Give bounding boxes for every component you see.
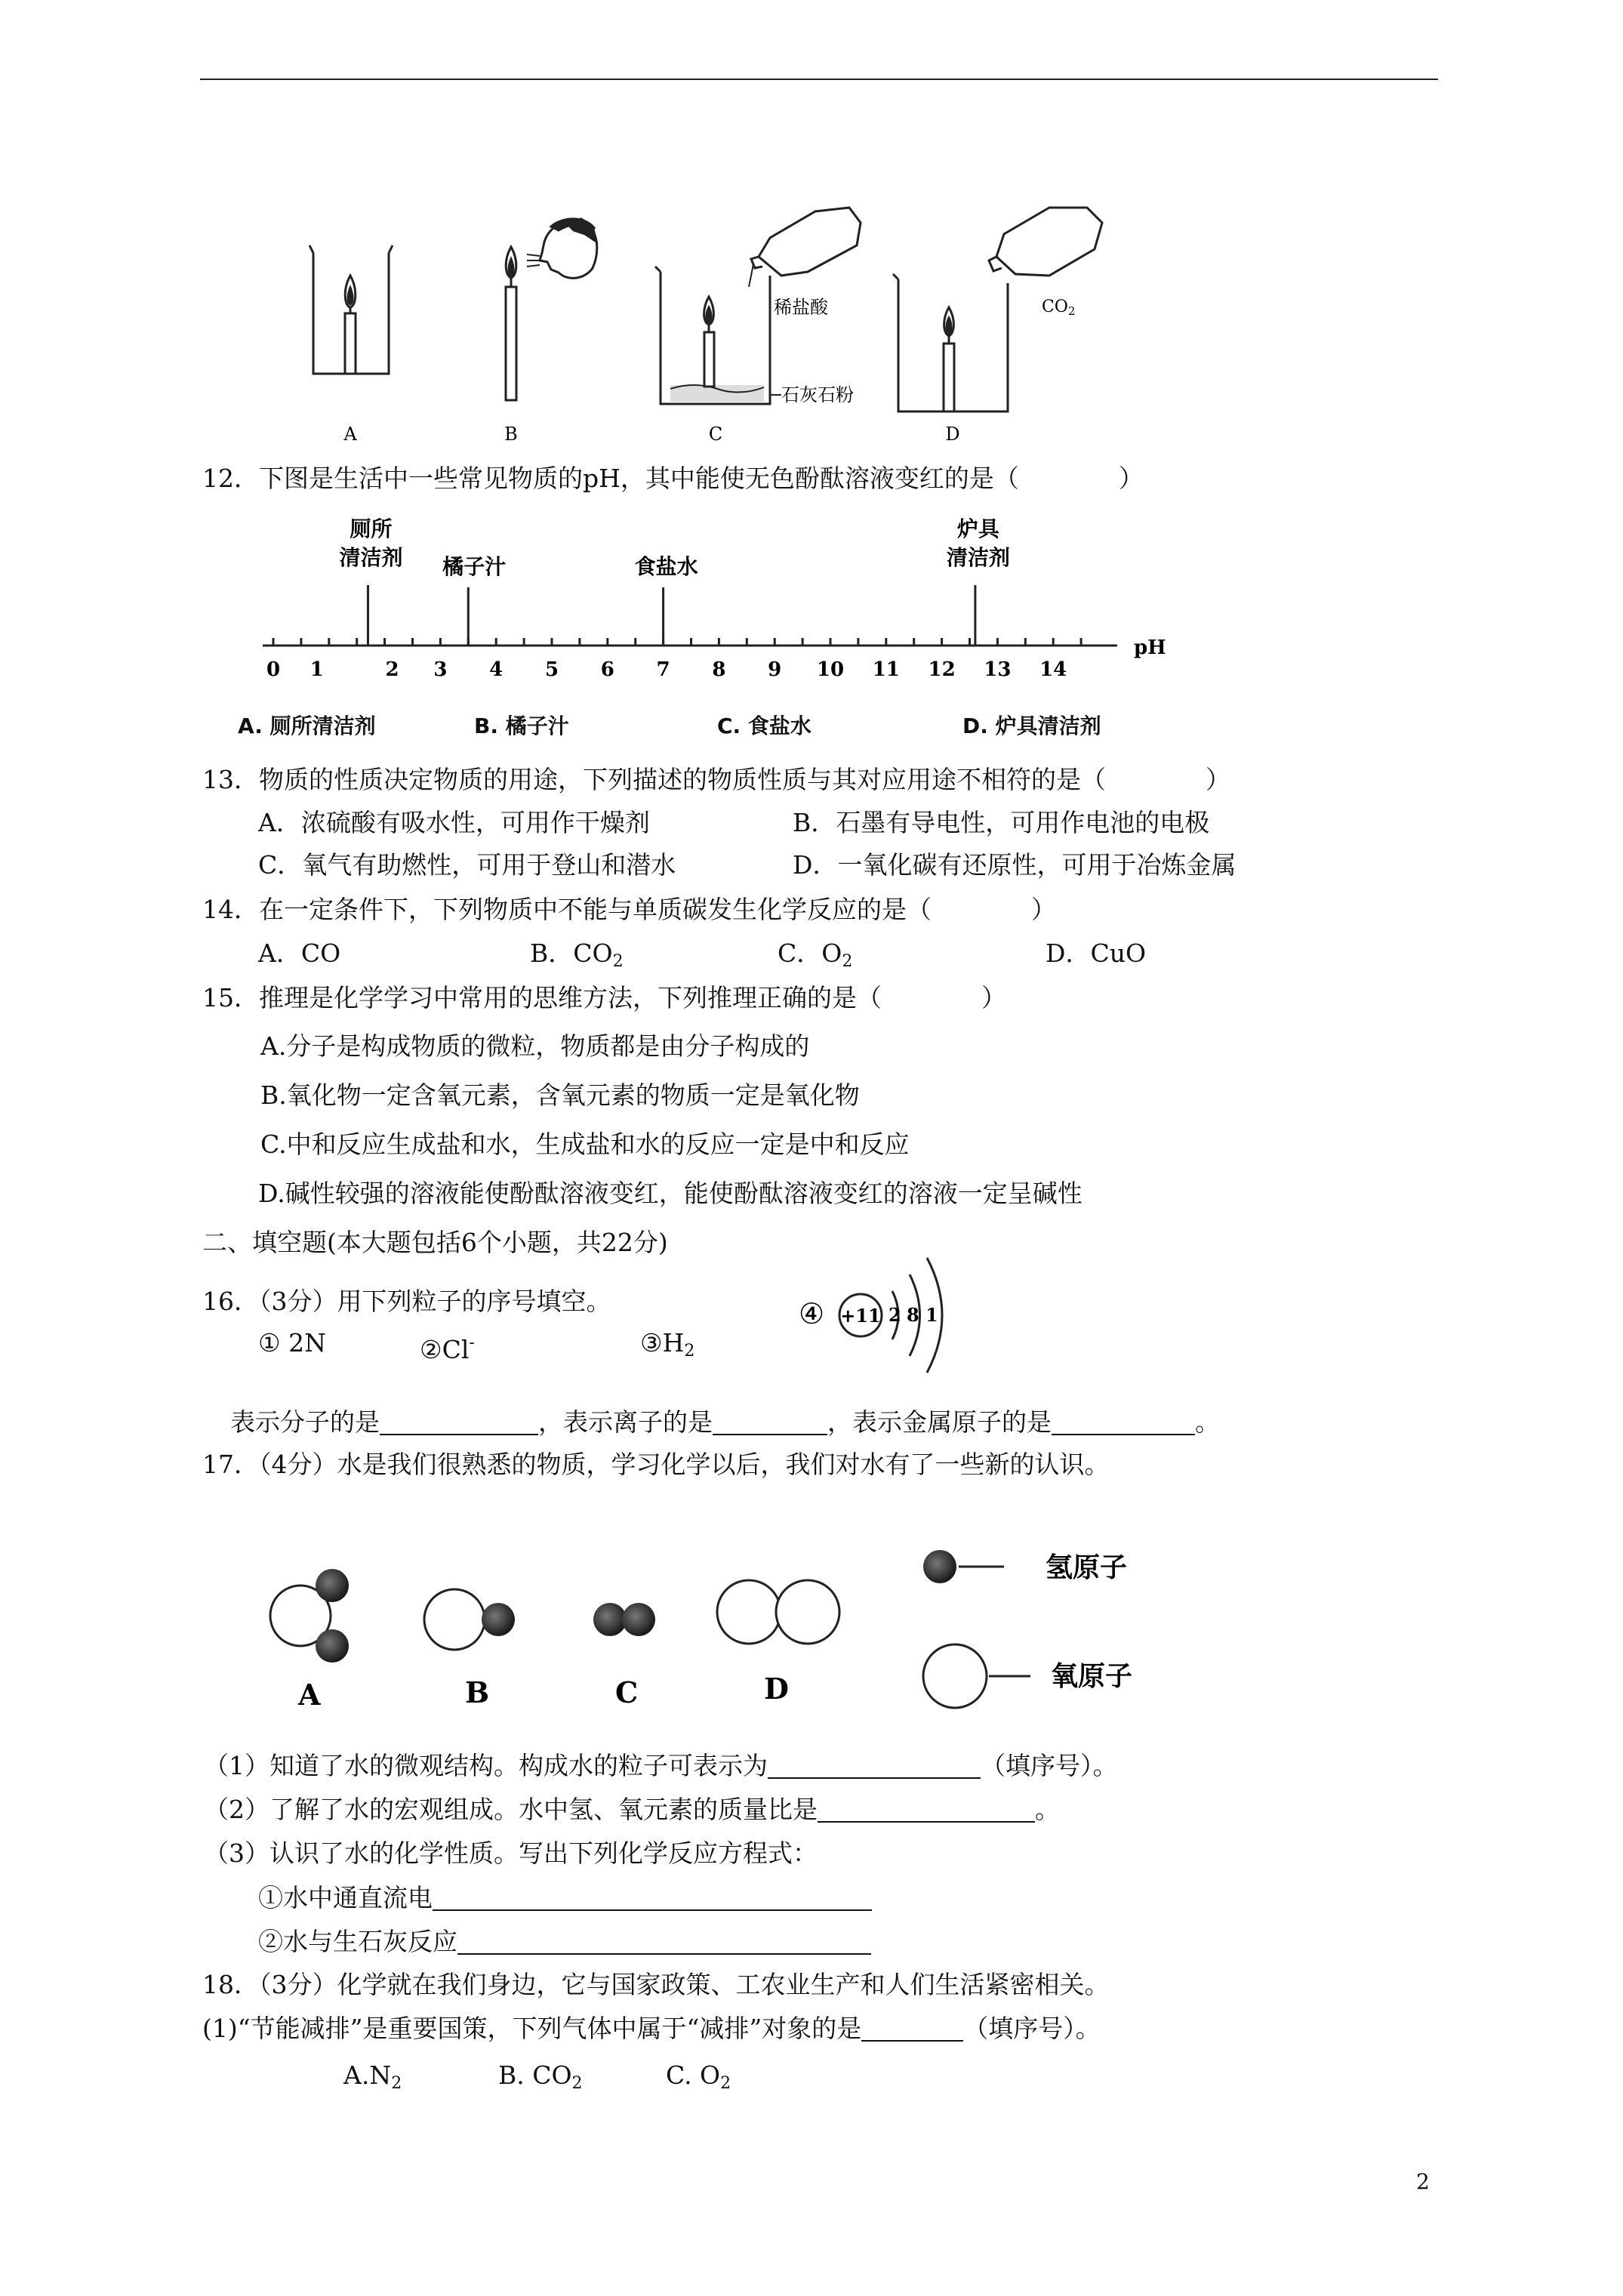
ph-tick-label: 14 bbox=[1039, 658, 1067, 681]
answer-blank-ion[interactable] bbox=[713, 1408, 827, 1435]
ph-tick-label: 11 bbox=[872, 658, 900, 681]
legend-hydrogen: 氢原子 bbox=[1046, 1552, 1128, 1583]
apparatus-a bbox=[310, 245, 393, 374]
q15-option-d[interactable]: D.碱性较强的溶液能使酚酞溶液变红，能使酚酞溶液变红的溶液一定呈碱性 bbox=[258, 1179, 1083, 1208]
q17-part1: （1）知道了水的微观结构。构成水的粒子可表示为 （填序号）。 bbox=[204, 1751, 1118, 1780]
q17-stem: 17．（4分）水是我们很熟悉的物质，学习化学以后，我们对水有了一些新的认识。 bbox=[202, 1450, 1110, 1479]
q14-option-a[interactable]: A．CO bbox=[258, 938, 341, 968]
ph-marker-label: 橘子汁 bbox=[442, 554, 507, 579]
q15-option-c[interactable]: C.中和反应生成盐和水，生成盐和水的反应一定是中和反应 bbox=[260, 1130, 910, 1159]
ph-tick-label: 8 bbox=[712, 658, 726, 681]
q12-option-b[interactable]: B. 橘子汁 bbox=[474, 713, 569, 738]
ph-tick-label: 9 bbox=[768, 658, 782, 681]
model-d bbox=[717, 1580, 839, 1644]
shell-electrons-3: 1 bbox=[925, 1304, 938, 1326]
apparatus-c bbox=[655, 208, 861, 404]
q13-option-b[interactable]: B．石墨有导电性，可用作电池的电极 bbox=[793, 808, 1210, 837]
model-label-a: A bbox=[298, 1678, 321, 1712]
answer-blank-q18-1[interactable] bbox=[861, 2014, 963, 2042]
q13-option-a[interactable]: A．浓硫酸有吸水性，可用作干燥剂 bbox=[258, 808, 650, 837]
ph-tick-label: 12 bbox=[928, 658, 956, 681]
fig11-label-a: A bbox=[343, 424, 357, 445]
ph-tick-label: 5 bbox=[544, 658, 559, 681]
hydrogen-atom-icon bbox=[923, 1550, 956, 1583]
q13-stem: 13．物质的性质决定物质的用途，下列描述的物质性质与其对应用途不相符的是（ ） bbox=[202, 765, 1230, 794]
ph-marker-label: 清洁剂 bbox=[339, 545, 403, 570]
answer-blank-quicklime[interactable] bbox=[457, 1928, 871, 1955]
q12-option-a[interactable]: A. 厕所清洁剂 bbox=[238, 713, 376, 738]
answer-blank-electrolysis[interactable] bbox=[433, 1884, 872, 1911]
q15-option-a[interactable]: A.分子是构成物质的微粒，物质都是由分子构成的 bbox=[260, 1031, 810, 1061]
q17-part3-1: ①水中通直流电 bbox=[258, 1881, 872, 1915]
q14-stem: 14．在一定条件下，下列物质中不能与单质碳发生化学反应的是（ ） bbox=[202, 895, 1056, 924]
answer-blank-q17-1[interactable] bbox=[768, 1752, 981, 1779]
section-heading: 二、填空题(本大题包括6个小题，共22分) bbox=[202, 1228, 668, 1257]
q18-option-c[interactable]: C. $O_2$ bbox=[666, 2060, 731, 2093]
q17-part3: （3）认识了水的化学性质。写出下列化学反应方程式： bbox=[204, 1838, 818, 1868]
q11-apparatus-figure bbox=[287, 200, 1132, 449]
q13-option-c[interactable]: C．氧气有助燃性，可用于登山和潜水 bbox=[258, 850, 676, 880]
limestone-label: 石灰石粉 bbox=[781, 384, 854, 405]
q14-option-d[interactable]: D．CuO bbox=[1046, 938, 1147, 968]
q17-part3-2: ②水与生石灰反应 bbox=[258, 1925, 871, 1959]
q16-particle-3: $③H_2$ bbox=[640, 1328, 695, 1361]
q12-stem: 12．下图是生活中一些常见物质的pH，其中能使无色酚酞溶液变红的是（ ） bbox=[202, 464, 1144, 493]
q15-option-b[interactable]: B.氧化物一定含氧元素，含氧元素的物质一定是氧化物 bbox=[260, 1080, 860, 1110]
q18-option-a[interactable]: $A.N_2$ bbox=[343, 2060, 402, 2093]
model-a bbox=[270, 1569, 349, 1663]
fig11-label-d: D bbox=[945, 424, 960, 445]
sodium-atom-diagram bbox=[785, 1246, 966, 1382]
ph-tick-label: 10 bbox=[816, 658, 845, 681]
q15-stem: 15．推理是化学学习中常用的思维方法，下列推理正确的是（ ） bbox=[202, 983, 1006, 1012]
ph-tick-label: 6 bbox=[600, 658, 614, 681]
ph-marker-label: 清洁剂 bbox=[946, 545, 1010, 570]
q16-stem: 16．（3分）用下列粒子的序号填空。 bbox=[202, 1287, 611, 1316]
answer-blank-metal-atom[interactable] bbox=[1052, 1408, 1195, 1435]
answer-blank-molecule[interactable] bbox=[380, 1408, 538, 1435]
legend-oxygen: 氧原子 bbox=[1051, 1660, 1133, 1692]
q14-option-c[interactable]: C．$O_2$ bbox=[778, 938, 853, 971]
q12-option-d[interactable]: D. 炉具清洁剂 bbox=[962, 713, 1101, 738]
ph-tick-label: 13 bbox=[984, 658, 1012, 681]
model-b bbox=[424, 1589, 515, 1650]
acid-label: 稀盐酸 bbox=[774, 297, 828, 318]
atom-index: ④ bbox=[799, 1297, 825, 1330]
header-rule bbox=[200, 79, 1438, 80]
ph-tick-label: 2 bbox=[385, 658, 399, 681]
legend bbox=[923, 1550, 1132, 1708]
q18-stem: 18．（3分）化学就在我们身边，它与国家政策、工农业生产和人们生活紧密相关。 bbox=[202, 1970, 1110, 1999]
q16-particle-1: ① 2N bbox=[258, 1328, 326, 1358]
model-label-c: C bbox=[615, 1675, 639, 1709]
answer-blank-q17-2[interactable] bbox=[818, 1795, 1035, 1823]
fig11-label-c: C bbox=[708, 424, 723, 445]
apparatus-b bbox=[506, 219, 597, 400]
oxygen-atom-icon bbox=[923, 1644, 987, 1708]
ph-marker-label: 炉具 bbox=[956, 516, 999, 541]
ph-tick-label: 3 bbox=[433, 658, 448, 681]
q16-fill-line: 表示分子的是 ，表示离子的是 ，表示金属原子的是 。 bbox=[230, 1407, 1220, 1437]
page-number: 2 bbox=[1416, 2169, 1430, 2194]
q12-option-c[interactable]: C. 食盐水 bbox=[717, 713, 812, 738]
ph-marker-label: 食盐水 bbox=[634, 554, 698, 579]
fig11-label-b: B bbox=[504, 424, 518, 445]
q17-part2: （2）了解了水的宏观组成。水中氢、氧元素的质量比是 。 bbox=[204, 1795, 1060, 1824]
model-label-b: B bbox=[465, 1675, 490, 1709]
shell-electrons-1: 2 bbox=[888, 1304, 901, 1326]
q18-part1: (1)“节能减排”是重要国策，下列气体中属于“减排”对象的是 （填序号）。 bbox=[202, 2014, 1101, 2043]
q16-particle-2: ②Cl- bbox=[420, 1333, 475, 1364]
shell-electrons-2: 8 bbox=[907, 1304, 919, 1326]
nucleus-charge: +11 bbox=[840, 1305, 881, 1327]
ph-tick-label: 7 bbox=[656, 658, 670, 681]
q14-option-b[interactable]: B．$CO_2$ bbox=[530, 938, 624, 971]
ph-marker-label: 厕所 bbox=[350, 516, 393, 541]
molecule-models-figure bbox=[249, 1525, 1230, 1721]
co2-label: CO2 bbox=[1042, 297, 1076, 318]
model-label-d: D bbox=[764, 1672, 789, 1706]
model-c bbox=[593, 1603, 655, 1636]
ph-axis-label: pH bbox=[1134, 636, 1166, 659]
ph-tick-label: 0 bbox=[266, 658, 281, 681]
q18-option-b[interactable]: B. $CO_2$ bbox=[498, 2060, 583, 2093]
ph-tick-label: 4 bbox=[489, 658, 504, 681]
ph-tick-label: 1 bbox=[310, 658, 324, 681]
q13-option-d[interactable]: D．一氧化碳有还原性，可用于冶炼金属 bbox=[793, 850, 1236, 880]
